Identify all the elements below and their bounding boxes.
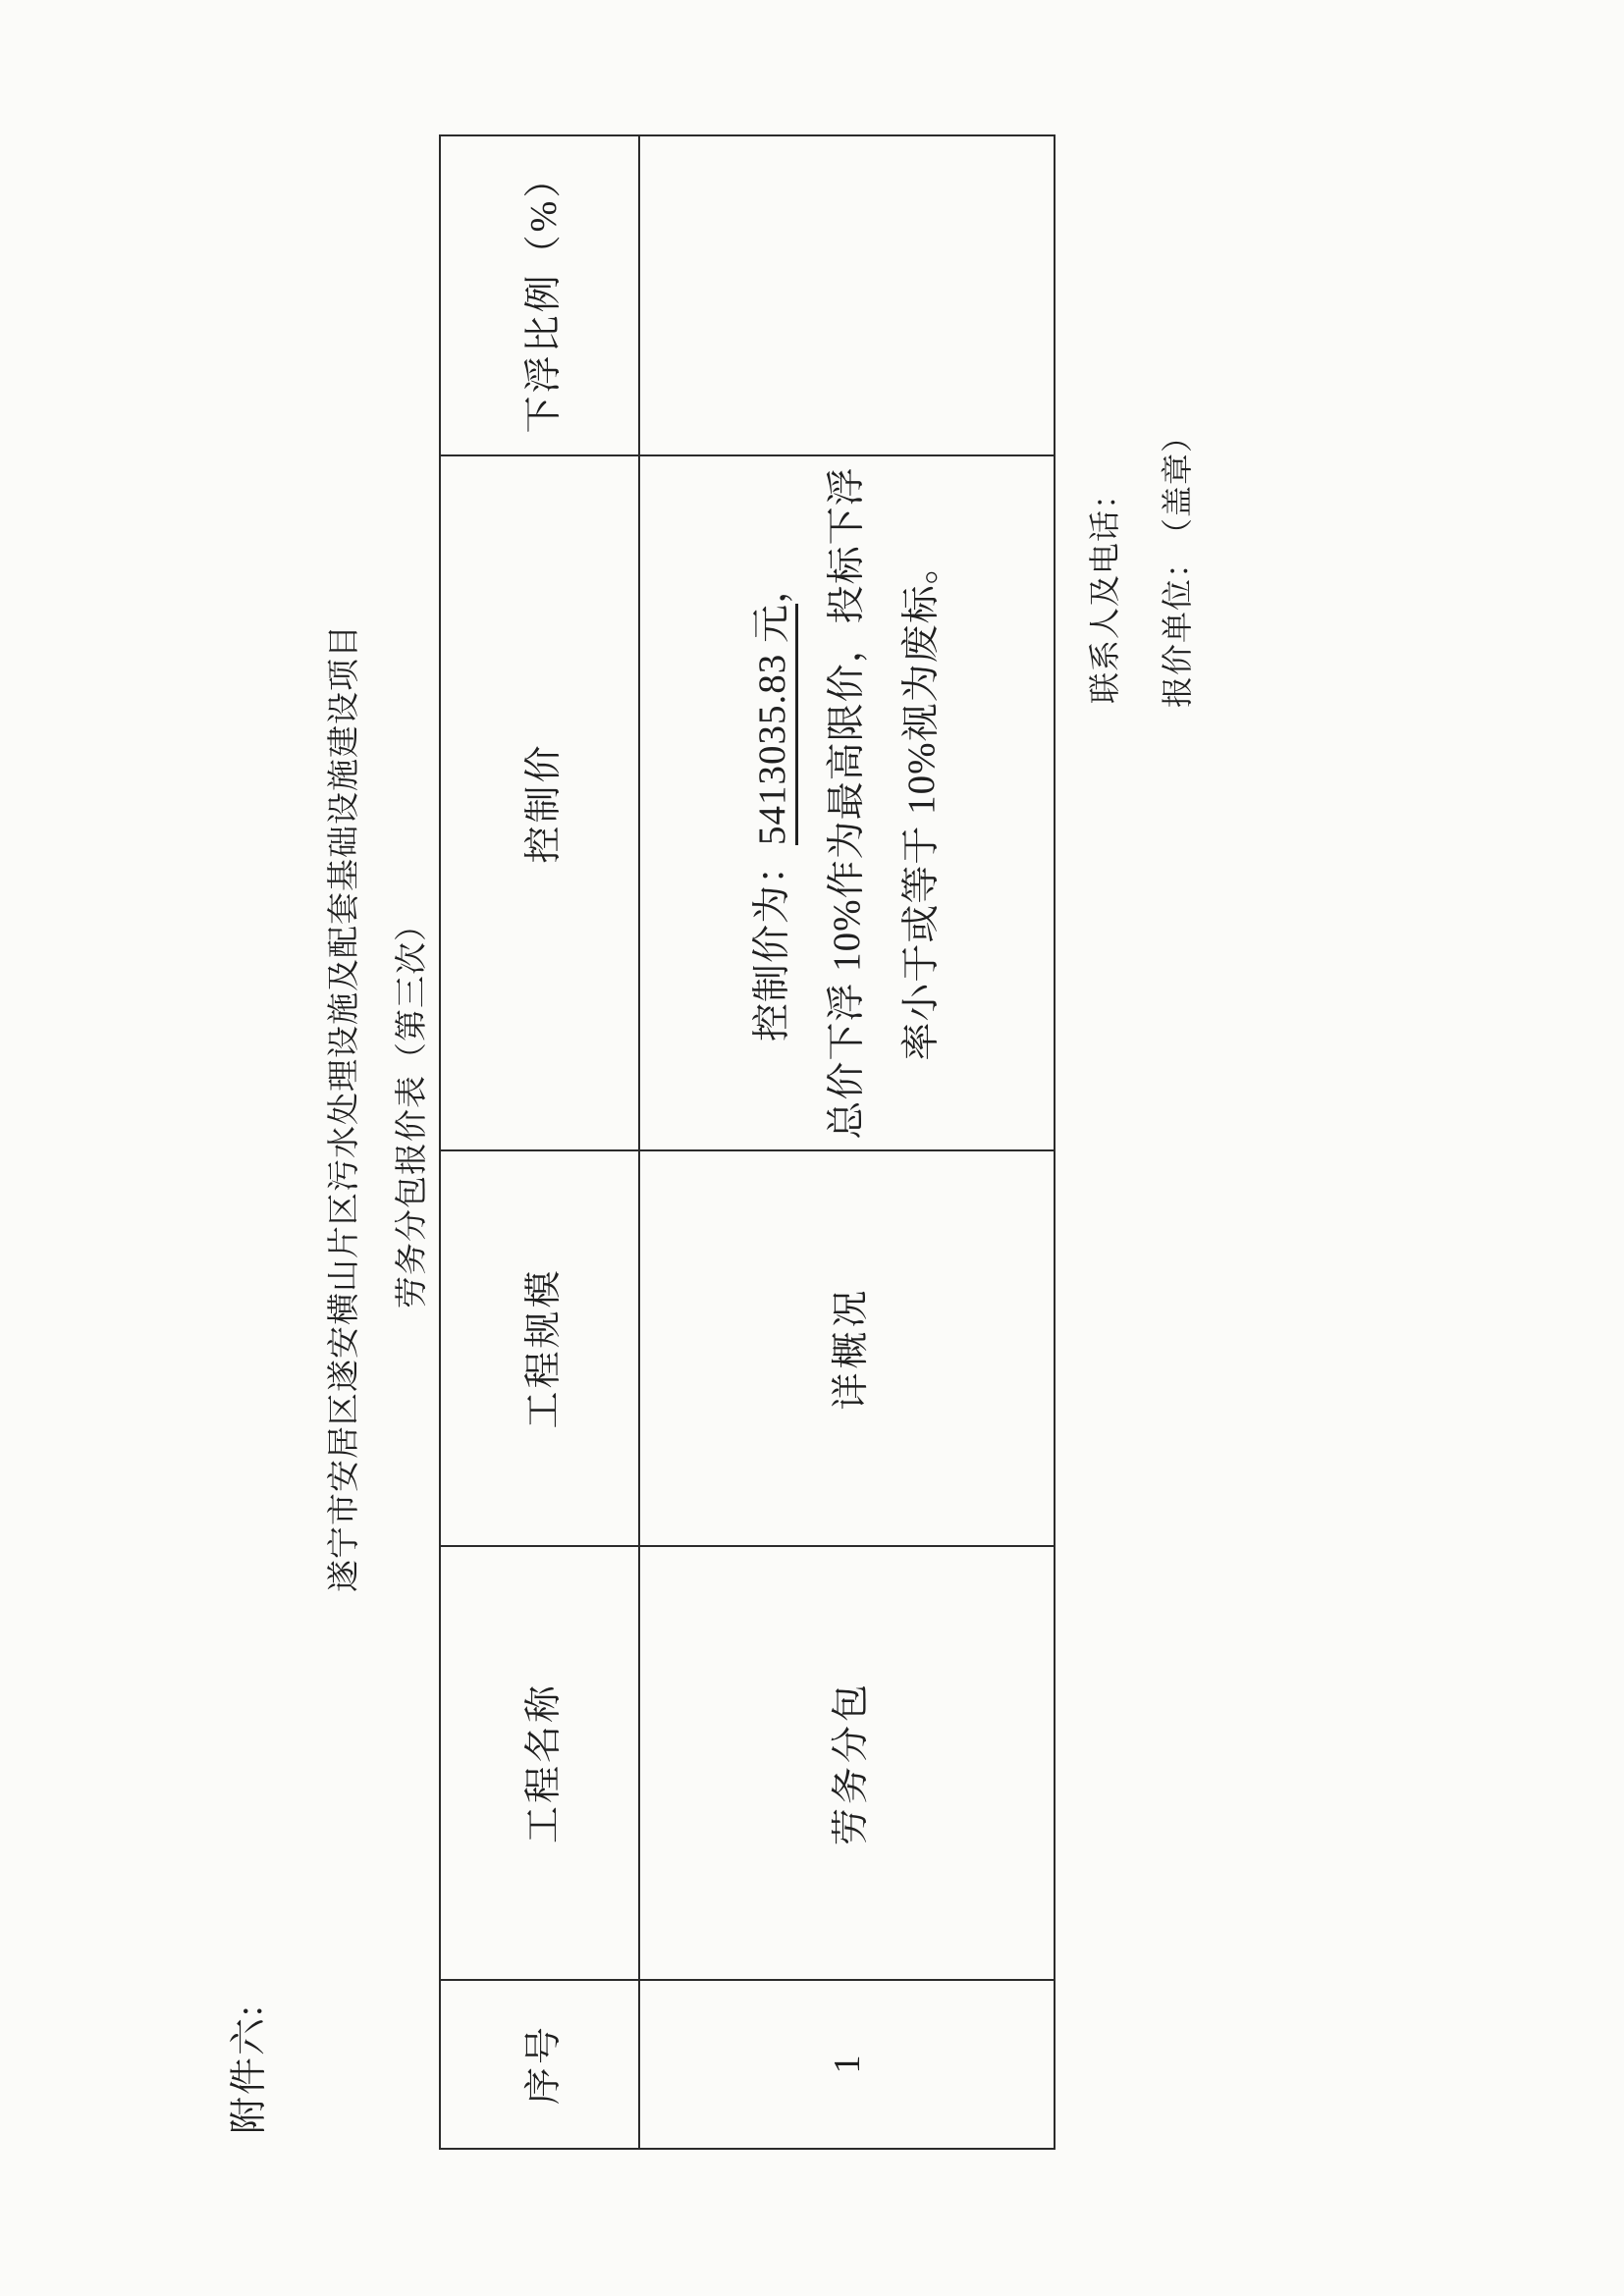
control-price-line-3: 率小于或等于 10%视为废标。 (899, 545, 943, 1061)
document-title: 遂宁市安居区遂安横山片区污水处理设施及配套基础设施建设项目 (327, 624, 362, 1592)
cell-project-scale: 详概况 (639, 1150, 1055, 1546)
table-row (639, 135, 1055, 2149)
cell-down-float-ratio (639, 135, 1055, 455)
seal-label: （盖章） (1160, 419, 1195, 534)
control-price-line-1 (735, 456, 810, 1149)
document-subtitle: 劳务分包报价表（第三次） (395, 908, 430, 1308)
cell-project-name: 劳务分包 (639, 1546, 1055, 1980)
header-down-float-ratio: 下浮比例（%） (440, 135, 639, 455)
header-control-price: 控制价 (440, 455, 639, 1150)
table-header-row (440, 135, 639, 2149)
cell-control-price (639, 455, 1055, 1150)
contact-label: 联系人及电话： (1087, 476, 1122, 704)
control-price-amount: 5413035.83 元 (751, 604, 798, 845)
attachment-label: 附件六: (229, 2003, 270, 2134)
header-project-scale: 工程规模 (440, 1150, 639, 1546)
labor-subcontract-quotation-table (439, 134, 1056, 2150)
unit-label: 报价单位： (1160, 545, 1195, 708)
control-price-prefix: 控制价为： (750, 845, 793, 1042)
unit-seal-line (1153, 420, 1198, 708)
header-seq: 序号 (440, 1980, 639, 2149)
cell-seq: 1 (639, 1980, 1055, 2149)
control-price-comma: ， (750, 563, 793, 604)
control-price-line-2: 总价下浮 10%作为最高限价，投标下浮 (825, 466, 868, 1140)
header-project-name: 工程名称 (440, 1546, 639, 1980)
